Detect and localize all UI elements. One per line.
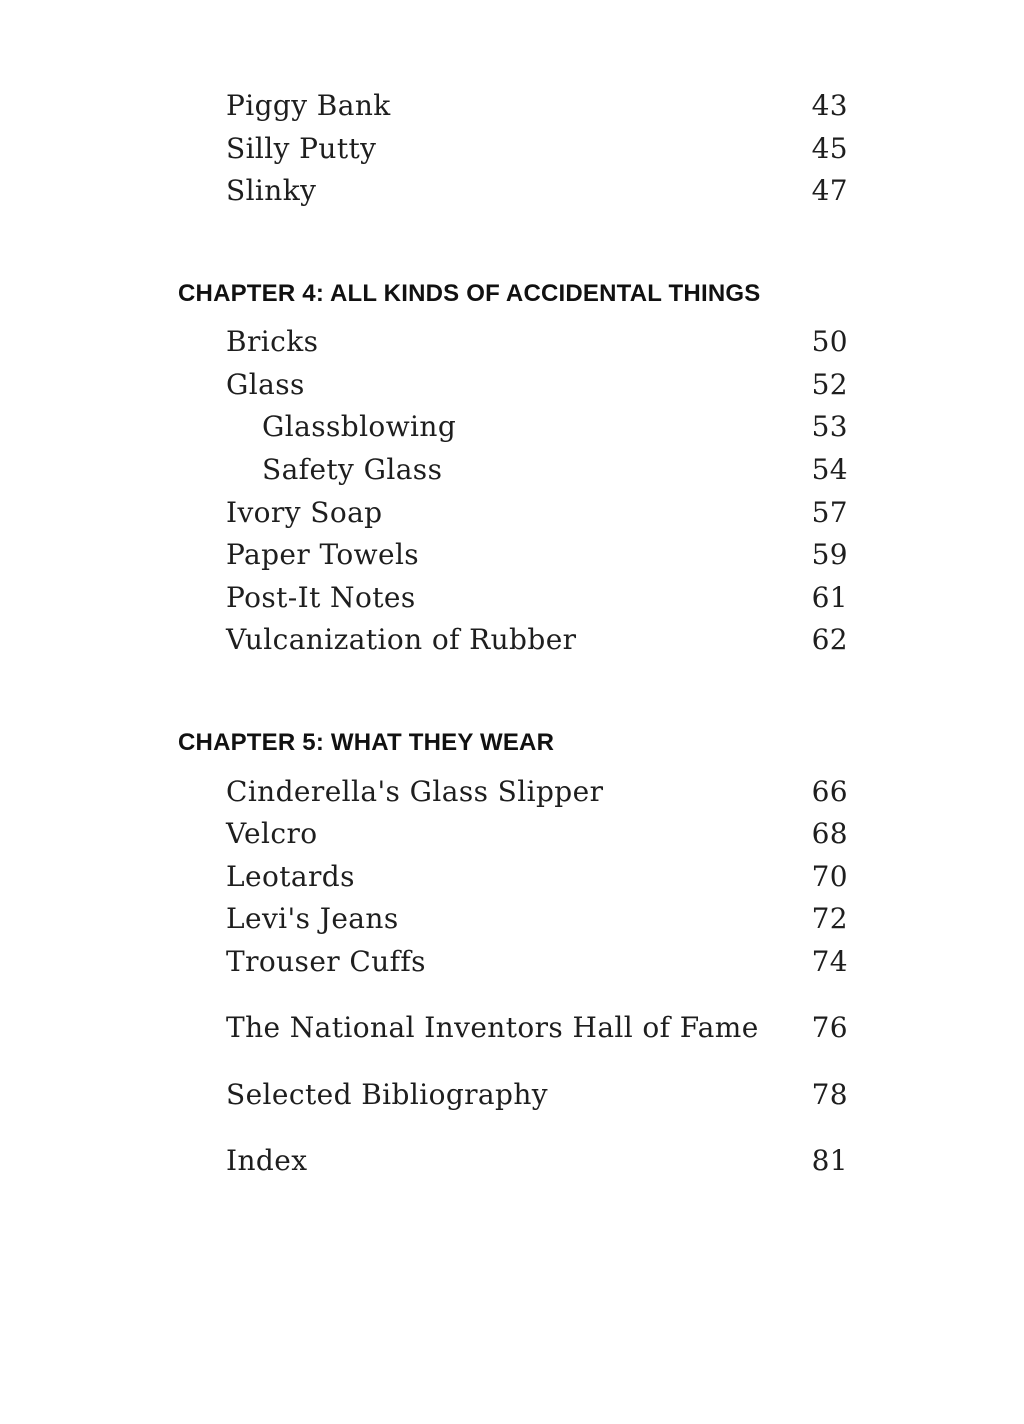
chapter-4-heading: CHAPTER 4: ALL KINDS OF ACCIDENTAL THINGS — [178, 280, 761, 307]
toc-entry-title: Trouser Cuffs — [226, 945, 426, 978]
toc-entry-title: Selected Bibliography — [226, 1078, 549, 1111]
toc-entry-page: 45 — [811, 132, 848, 165]
toc-entry-page: 50 — [811, 325, 848, 358]
chapter-5-heading: CHAPTER 5: WHAT THEY WEAR — [178, 729, 555, 756]
toc-entry-page: 53 — [811, 410, 848, 443]
toc-entry-page: 76 — [811, 1011, 848, 1044]
toc-entry-slinky[interactable] — [226, 171, 848, 211]
toc-entry-page: 70 — [811, 860, 848, 893]
toc-entry-glass[interactable] — [226, 365, 848, 405]
toc-entry-title: Bricks — [226, 325, 319, 358]
toc-entry-paper-towels[interactable] — [226, 535, 848, 575]
toc-entry-page: 72 — [811, 902, 848, 935]
toc-entry-title: Piggy Bank — [226, 89, 391, 122]
toc-entry-cinderellas-glass-slipper[interactable] — [226, 772, 848, 812]
toc-entry-piggy-bank[interactable] — [226, 86, 848, 126]
toc-entry-silly-putty[interactable] — [226, 129, 848, 169]
toc-entry-title: Paper Towels — [226, 538, 420, 571]
toc-entry-page: 43 — [811, 89, 848, 122]
toc-subentry-safety-glass[interactable] — [262, 450, 848, 490]
toc-entry-ivory-soap[interactable] — [226, 493, 848, 533]
toc-entry-trouser-cuffs[interactable] — [226, 942, 848, 982]
toc-subentry-glassblowing[interactable] — [262, 407, 848, 447]
toc-entry-title: Post-It Notes — [226, 581, 416, 614]
toc-entry-title: Safety Glass — [262, 453, 443, 486]
toc-entry-title: Velcro — [226, 817, 318, 850]
toc-entry-title: Levi's Jeans — [226, 902, 399, 935]
toc-entry-bricks[interactable] — [226, 322, 848, 362]
toc-entry-vulcanization-of-rubber[interactable] — [226, 620, 848, 660]
toc-entry-page: 54 — [811, 453, 848, 486]
toc-entry-page: 74 — [811, 945, 848, 978]
toc-entry-page: 61 — [811, 581, 848, 614]
toc-entry-selected-bibliography[interactable] — [226, 1075, 848, 1115]
toc-entry-title: Leotards — [226, 860, 355, 893]
toc-entry-leotards[interactable] — [226, 857, 848, 897]
toc-entry-title: Cinderella's Glass Slipper — [226, 775, 604, 808]
toc-entry-index[interactable] — [226, 1141, 848, 1181]
toc-entry-page: 47 — [811, 174, 848, 207]
toc-entry-title: Slinky — [226, 174, 317, 207]
toc-entry-page: 57 — [811, 496, 848, 529]
toc-entry-page: 52 — [811, 368, 848, 401]
toc-entry-page: 59 — [811, 538, 848, 571]
toc-entry-title: Index — [226, 1144, 308, 1177]
toc-entry-title: The National Inventors Hall of Fame — [226, 1011, 759, 1044]
toc-entry-title: Silly Putty — [226, 132, 377, 165]
toc-entry-page: 66 — [811, 775, 848, 808]
toc-entry-post-it-notes[interactable] — [226, 578, 848, 618]
toc-entry-inventors-hall-of-fame[interactable] — [226, 1008, 848, 1048]
toc-entry-page: 68 — [811, 817, 848, 850]
toc-entry-title: Vulcanization of Rubber — [226, 623, 577, 656]
toc-entry-page: 78 — [811, 1078, 848, 1111]
toc-entry-title: Glassblowing — [262, 410, 457, 443]
toc-entry-velcro[interactable] — [226, 814, 848, 854]
toc-entry-title: Ivory Soap — [226, 496, 383, 529]
toc-entry-page: 81 — [811, 1144, 848, 1177]
toc-entry-levis-jeans[interactable] — [226, 899, 848, 939]
toc-entry-page: 62 — [811, 623, 848, 656]
toc-entry-title: Glass — [226, 368, 305, 401]
